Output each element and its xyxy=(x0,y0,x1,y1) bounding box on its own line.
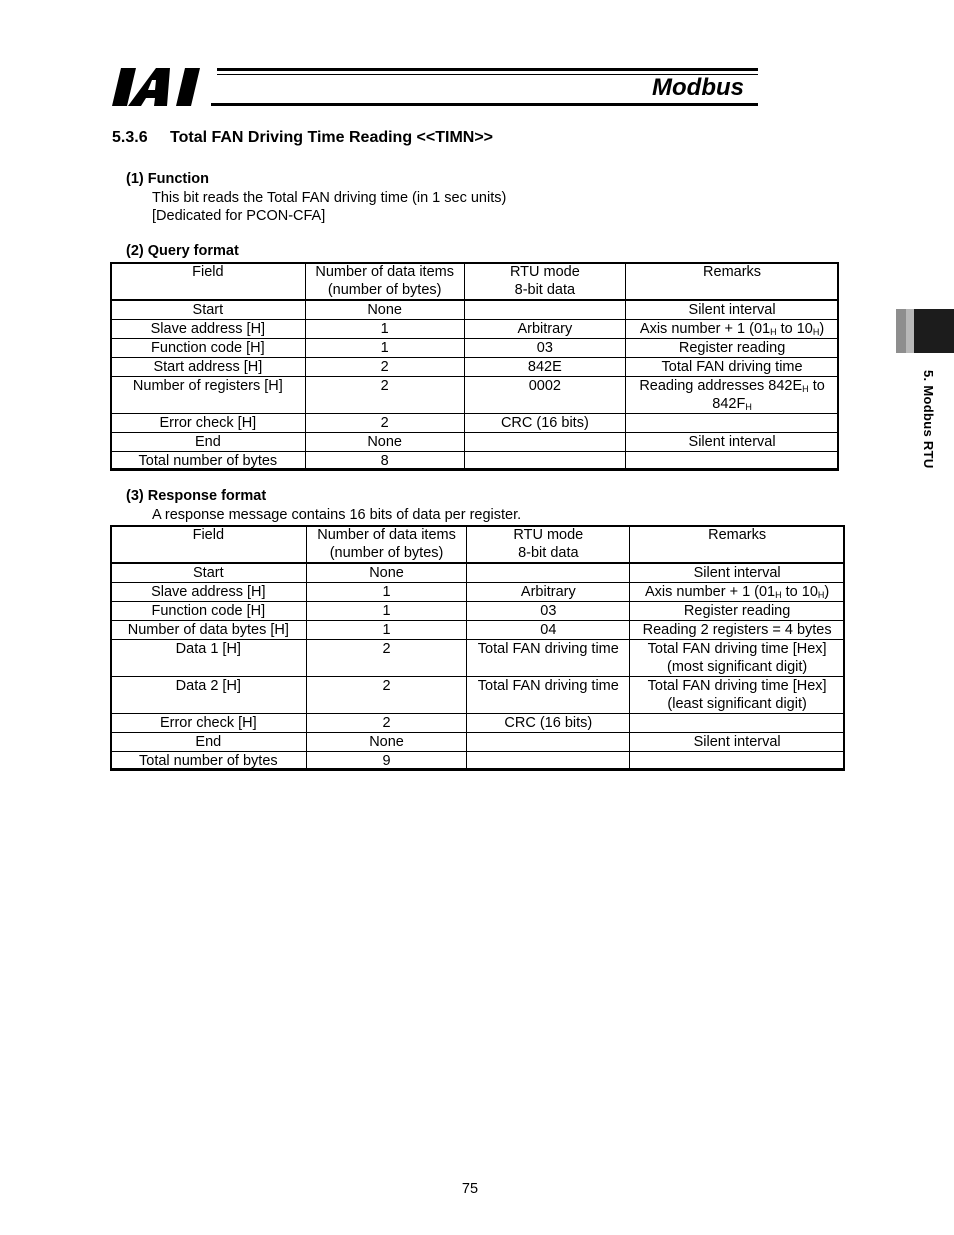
table-row xyxy=(111,752,845,771)
table-cell: Number of data bytes [H] xyxy=(111,621,307,640)
table-cell xyxy=(467,733,630,752)
table-cell: 03 xyxy=(464,339,626,358)
table-cell xyxy=(626,414,839,433)
table-cell: 1 xyxy=(305,339,464,358)
table-cell: Silent interval xyxy=(630,563,845,583)
table-cell: 8 xyxy=(305,452,464,471)
table-cell: Total FAN driving time xyxy=(467,640,630,677)
table-cell: End xyxy=(111,433,306,452)
table-cell: Start address [H] xyxy=(111,358,306,377)
section-title-text: Total FAN Driving Time Reading <<TIMN>> xyxy=(170,129,494,146)
table-cell: Axis number + 1 ($01_H$ to $10_H$) xyxy=(630,583,845,602)
table-cell xyxy=(464,433,626,452)
table-row xyxy=(111,414,839,433)
table-cell: Total FAN driving time [Hex] (most significant digit) xyxy=(630,640,845,677)
table-row xyxy=(111,677,845,714)
header-title: Modbus xyxy=(652,74,744,101)
table-cell: CRC (16 bits) xyxy=(467,714,630,733)
table-header-row xyxy=(111,263,839,301)
response-table xyxy=(110,525,845,771)
chapter-tab xyxy=(896,309,954,353)
column-header: Number of data items (number of bytes) xyxy=(305,263,464,301)
table-cell: Arbitrary xyxy=(467,583,630,602)
section-title xyxy=(112,129,493,147)
table-cell: Axis number + 1 ($01_H$ to $10_H$) xyxy=(626,320,839,339)
table-row xyxy=(111,733,845,752)
table-header-row xyxy=(111,526,845,564)
table-cell: Start xyxy=(111,300,306,320)
table-row xyxy=(111,358,839,377)
table-cell: Arbitrary xyxy=(464,320,626,339)
function-line-2: [Dedicated for PCON-CFA] xyxy=(152,208,326,224)
table-row xyxy=(111,640,845,677)
page-number: 75 xyxy=(461,1181,479,1197)
function-line-1: This bit reads the Total FAN driving time (in 1 sec units) xyxy=(152,190,507,206)
table-cell xyxy=(630,752,845,771)
table-cell: Silent interval xyxy=(626,433,839,452)
table-cell xyxy=(467,752,630,771)
table-row xyxy=(111,377,839,414)
section-number: 5.3.6 xyxy=(112,129,148,146)
table-cell: CRC (16 bits) xyxy=(464,414,626,433)
column-header: Field xyxy=(111,526,307,564)
column-header: Remarks xyxy=(630,526,845,564)
table-cell: 2 xyxy=(306,677,467,714)
table-cell: 2 xyxy=(305,377,464,414)
table-cell: 2 xyxy=(306,640,467,677)
iai-logo xyxy=(112,68,208,106)
table-cell: None xyxy=(305,433,464,452)
table-cell: 1 xyxy=(306,621,467,640)
table-cell: Register reading xyxy=(626,339,839,358)
table-cell: Total FAN driving time xyxy=(467,677,630,714)
table-cell: Function code [H] xyxy=(111,602,307,621)
table-cell: Total FAN driving time [Hex] (least significant digit) xyxy=(630,677,845,714)
table-cell xyxy=(464,452,626,471)
column-header: Number of data items (number of bytes) xyxy=(306,526,467,564)
table-cell: Reading addresses $842E_H$ to $842F_H$ xyxy=(626,377,839,414)
table-cell xyxy=(626,452,839,471)
table-cell: Silent interval xyxy=(626,300,839,320)
chapter-tab-label: 5. Modbus RTU xyxy=(921,370,936,469)
table-cell: Reading 2 registers = 4 bytes xyxy=(630,621,845,640)
table-cell xyxy=(467,563,630,583)
table-row xyxy=(111,339,839,358)
column-header: RTU mode 8-bit data xyxy=(464,263,626,301)
table-cell: Total number of bytes xyxy=(111,452,306,471)
table-cell: Data 1 [H] xyxy=(111,640,307,677)
table-cell: 04 xyxy=(467,621,630,640)
table-cell: Start xyxy=(111,563,307,583)
table-cell: 2 xyxy=(305,414,464,433)
column-header: RTU mode 8-bit data xyxy=(467,526,630,564)
query-table xyxy=(110,262,839,471)
table-row xyxy=(111,583,845,602)
table-cell: 1 xyxy=(306,583,467,602)
table-cell: Error check [H] xyxy=(111,414,306,433)
table-cell: Total FAN driving time xyxy=(626,358,839,377)
table-cell: 2 xyxy=(306,714,467,733)
table-cell: 03 xyxy=(467,602,630,621)
table-cell: 2 xyxy=(305,358,464,377)
column-header: Field xyxy=(111,263,306,301)
table-cell: 1 xyxy=(305,320,464,339)
table-cell: Slave address [H] xyxy=(111,583,307,602)
table-cell: Number of registers [H] xyxy=(111,377,306,414)
table-cell: Error check [H] xyxy=(111,714,307,733)
table-cell: End xyxy=(111,733,307,752)
table-cell: Total number of bytes xyxy=(111,752,307,771)
table-cell xyxy=(464,300,626,320)
column-header: Remarks xyxy=(626,263,839,301)
table-cell: Function code [H] xyxy=(111,339,306,358)
table-cell: 9 xyxy=(306,752,467,771)
function-heading: (1) Function xyxy=(126,171,209,187)
header-rule-bottom xyxy=(211,103,758,106)
table-cell: None xyxy=(306,563,467,583)
table-cell: 842E xyxy=(464,358,626,377)
response-heading: (3) Response format xyxy=(126,488,267,504)
query-heading: (2) Query format xyxy=(126,243,239,259)
table-cell: None xyxy=(305,300,464,320)
table-row xyxy=(111,563,845,583)
table-cell: None xyxy=(306,733,467,752)
table-row xyxy=(111,433,839,452)
table-cell: Silent interval xyxy=(630,733,845,752)
table-cell: Slave address [H] xyxy=(111,320,306,339)
table-row xyxy=(111,621,845,640)
table-row xyxy=(111,320,839,339)
table-row xyxy=(111,452,839,471)
table-cell: 1 xyxy=(306,602,467,621)
header-rule-top xyxy=(217,68,758,71)
table-cell: Data 2 [H] xyxy=(111,677,307,714)
table-cell: Register reading xyxy=(630,602,845,621)
table-row xyxy=(111,714,845,733)
table-row xyxy=(111,300,839,320)
table-cell xyxy=(630,714,845,733)
iai-logo-mark xyxy=(112,68,208,106)
table-row xyxy=(111,602,845,621)
response-intro: A response message contains 16 bits of data per register. xyxy=(152,507,522,523)
table-cell: 0002 xyxy=(464,377,626,414)
